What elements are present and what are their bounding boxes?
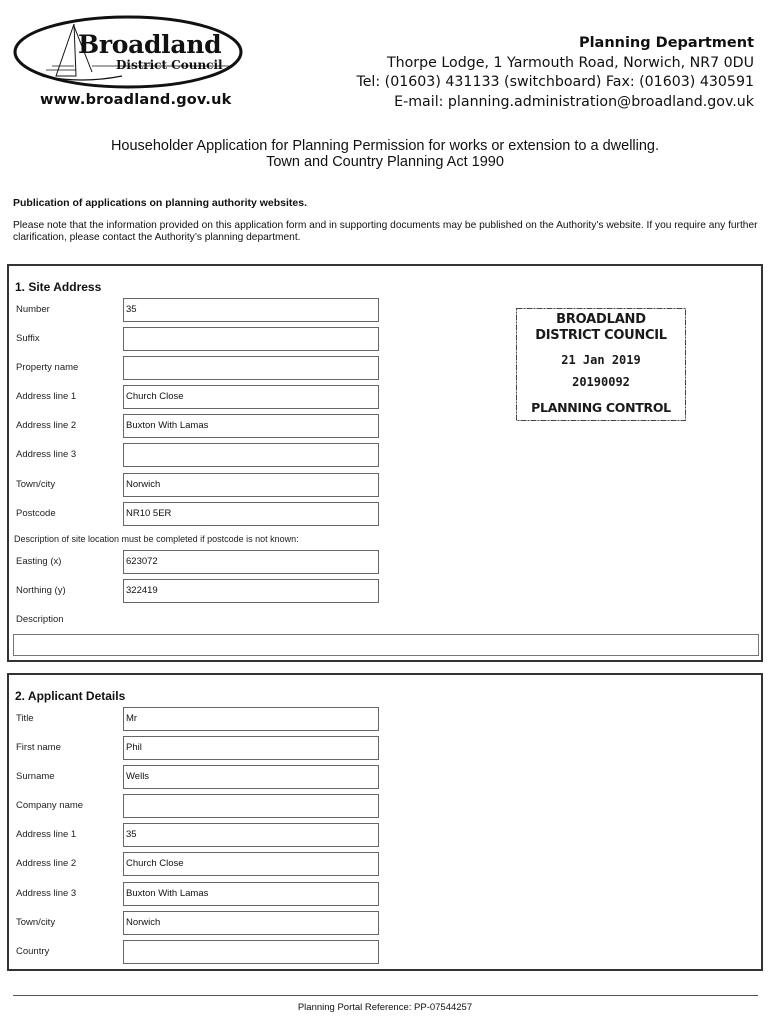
department-address: Thorpe Lodge, 1 Yarmouth Road, Norwich, NR7 0DU [386, 54, 754, 71]
field-label: Address line 3 [16, 449, 77, 460]
portal-reference: Planning Portal Reference: PP-07544257 [297, 1002, 473, 1013]
council-logo [12, 14, 244, 90]
field-label: Town/city [16, 917, 56, 928]
surname-field[interactable]: Wells [123, 765, 379, 789]
footer-divider [13, 995, 758, 996]
field-label: Address line 2 [16, 420, 77, 431]
number-field[interactable]: 35 [123, 298, 379, 322]
applicant-address-line-2-field[interactable]: Church Close [123, 852, 379, 876]
field-label: Address line 3 [16, 888, 77, 899]
address-line-2-field[interactable]: Buxton With Lamas [123, 414, 379, 438]
applicant-country-field[interactable] [123, 940, 379, 964]
logo-subtitle: District Council [116, 58, 223, 72]
location-note: Description of site location must be completed if postcode is not known: [14, 534, 299, 544]
address-line-1-field[interactable]: Church Close [123, 385, 379, 409]
field-label: Address line 1 [16, 391, 77, 402]
publication-notice: Please note that the information provided on this application form and in supporting documents may be published on the Authority’s website. If you require any further clarification, please contact the Authority’s planning department. [13, 220, 758, 243]
logo-wordmark: Broadland [78, 30, 222, 59]
applicant-details-section [7, 673, 763, 971]
applicant-address-line-1-field[interactable]: 35 [123, 823, 379, 847]
department-phones: Tel: (01603) 431133 (switchboard) Fax: (01603) 430591 [356, 74, 754, 90]
department-contact [356, 34, 754, 112]
field-label: Description [16, 614, 64, 625]
first-name-field[interactable]: Phil [123, 736, 379, 760]
document-title-line2: Town and Country Planning Act 1990 [266, 154, 504, 170]
postcode-field[interactable]: NR10 5ER [123, 502, 379, 526]
field-label: Address line 2 [16, 858, 77, 869]
northing-field[interactable]: 322419 [123, 579, 379, 603]
field-label: Surname [16, 771, 55, 782]
applicant-town-city-field[interactable]: Norwich [123, 911, 379, 935]
applicant-title-field[interactable]: Mr [123, 707, 379, 731]
field-label: Company name [16, 800, 84, 811]
stamp-department: PLANNING CONTROL [531, 400, 671, 415]
stamp-council-line2: DISTRICT COUNCIL [535, 328, 667, 343]
document-title [0, 138, 770, 170]
stamp-reference: 20190092 [572, 375, 630, 389]
section-title: 2. Applicant Details [15, 689, 126, 703]
town-city-field[interactable]: Norwich [123, 473, 379, 497]
field-label: Postcode [16, 508, 56, 519]
field-label: Town/city [16, 479, 56, 490]
suffix-field[interactable] [123, 327, 379, 351]
easting-field[interactable]: 623072 [123, 550, 379, 574]
field-label: Property name [16, 362, 79, 373]
stamp-council-line1: BROADLAND [556, 312, 646, 327]
section-title: 1. Site Address [15, 280, 102, 294]
field-label: Title [16, 713, 34, 724]
department-email[interactable]: E-mail: planning.administration@broadland.gov.uk [394, 93, 754, 110]
field-label: Number [16, 304, 50, 315]
applicant-address-line-3-field[interactable]: Buxton With Lamas [123, 882, 379, 906]
description-field[interactable] [13, 634, 759, 656]
document-title-line1: Householder Application for Planning Permission for works or extension to a dwelling. [110, 138, 660, 154]
field-label: Suffix [16, 333, 40, 344]
field-label: First name [16, 742, 61, 753]
stamp-date: 21 Jan 2019 [561, 353, 641, 367]
field-label: Easting (x) [16, 556, 62, 567]
property-name-field[interactable] [123, 356, 379, 380]
received-stamp [516, 308, 686, 421]
department-title: Planning Department [578, 35, 754, 51]
field-label: Address line 1 [16, 829, 77, 840]
council-website[interactable]: www.broadland.gov.uk [40, 92, 232, 108]
address-line-3-field[interactable] [123, 443, 379, 467]
field-label: Country [16, 946, 50, 957]
publication-heading: Publication of applications on planning authority websites. [13, 197, 308, 209]
field-label: Northing (y) [16, 585, 66, 596]
company-name-field[interactable] [123, 794, 379, 818]
